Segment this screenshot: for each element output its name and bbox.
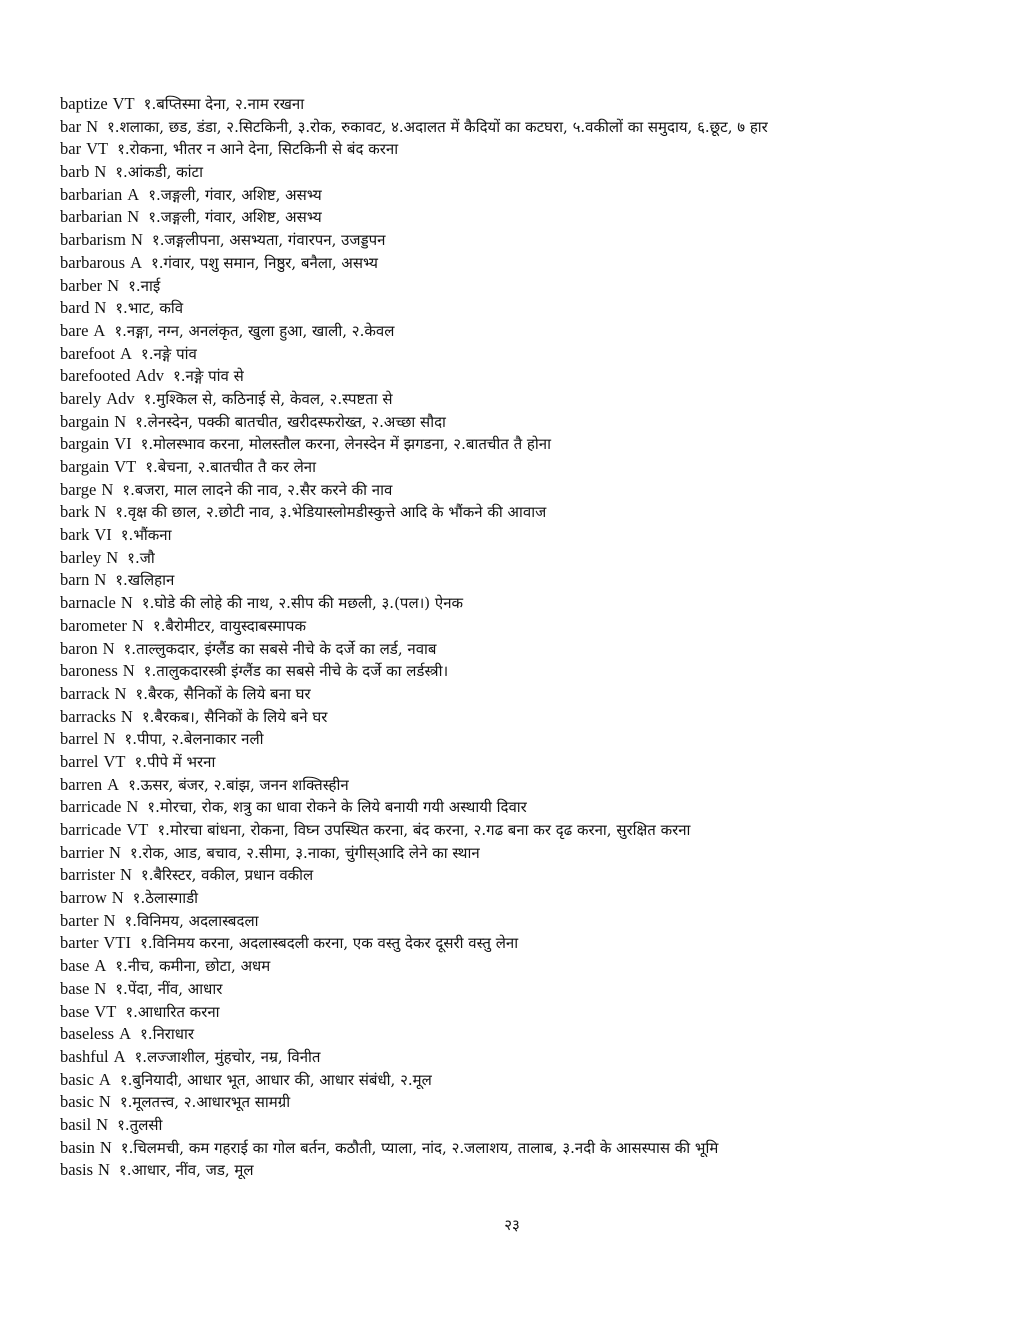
entry-headword: base [60,978,90,998]
entry-part-of-speech: N [96,1114,109,1134]
entry-definition: १.आधारित करना [125,1002,220,1021]
entry-row [60,320,1000,343]
entry-definition: १.जङ्गली, गंवार, अशिष्ट, असभ्य [148,185,322,204]
entry-definition: १.शलाका, छड, डंडा, २.सिटकिनी, ३.रोक, रुकावट, ४.अदालत में कैदियों का कटघरा, ५.वकीलों का समुदाय, ६.छूट, ७ हार [107,117,768,136]
entry-part-of-speech: N [102,638,115,658]
entry-definition: १.नङ्गे पांव से [172,367,244,386]
entry-row [60,1001,1000,1024]
entry-row [60,388,1000,411]
entry-part-of-speech: N [122,661,135,681]
entry-part-of-speech: VT [112,94,135,113]
entry-row [60,660,1000,683]
entry-headword: barricade [60,820,122,839]
entry-headword: barren [60,774,103,794]
entry-definition: १.लज्जाशील, मुंहचोर, नम्र, विनीत [134,1047,321,1066]
entry-definition: १.विनिमय करना, अदलास्बदली करना, एक वस्तु देकर दूसरी वस्तु लेना [139,934,519,953]
entry-part-of-speech: VT [103,751,126,771]
entry-part-of-speech: A [113,1046,126,1066]
entry-part-of-speech: N [107,275,120,295]
entry-row [60,501,1000,524]
entry-row [60,297,1000,320]
entry-row [60,864,1000,887]
entry-headword: barter [60,933,99,953]
entry-part-of-speech: N [94,570,107,590]
entry-part-of-speech: VTI [103,933,131,953]
entry-definition: १.तुलसी [117,1115,163,1134]
entry-headword: baptize [60,94,108,113]
entry-row [60,252,1000,275]
entry-part-of-speech: N [103,729,116,749]
entry-headword: baron [60,638,98,658]
entry-headword: bar [60,116,82,136]
entry-definition: १.लेनस्देन, पक्की बातचीत, खरीदस्फरोख्त, २.अच्छा सौदा [135,412,446,431]
entry-headword: barrack [60,683,110,703]
entry-headword: bark [60,525,90,545]
entry-headword: barrel [60,751,99,771]
entry-headword: basis [60,1160,93,1180]
entry-row [60,615,1000,638]
entry-definition: १.रोकना, भीतर न आने देना, सिटकिनी से बंद करना [117,140,399,159]
entry-part-of-speech: A [130,252,142,272]
entry-definition: १.नीच, कमीना, छोटा, अधम [115,957,271,976]
entry-part-of-speech: N [94,502,107,522]
entry-part-of-speech: VT [126,820,149,839]
entry-row [60,116,1000,139]
entry-definition: १.जङ्गलीपना, असभ्यता, गंवारपन, उजड्डपन [151,231,386,250]
entry-definition: १.बप्तिस्मा देना, २.नाम रखना [143,95,305,113]
entry-row [60,706,1000,729]
entry-part-of-speech: A [107,774,120,794]
entry-part-of-speech: N [103,910,116,930]
entry-row [60,932,1000,955]
entry-definition: १.आधार, नींव, जड, मूल [118,1161,254,1180]
entry-row [60,184,1000,207]
entry-headword: bard [60,298,90,318]
entry-row [60,206,1000,229]
entry-part-of-speech: N [131,615,144,635]
entry-row [60,161,1000,184]
entry-headword: basin [60,1137,95,1157]
entry-headword: bargain [60,457,110,476]
entry-definition: १.निराधार [140,1025,195,1044]
entry-definition: १.आंकडी, कांटा [115,163,203,182]
entry-definition: १.गंवार, पशु समान, निष्ठुर, बनैला, असभ्य [150,253,378,272]
entry-headword: barber [60,275,103,295]
entry-part-of-speech: N [120,706,133,726]
entry-part-of-speech: VT [94,1001,117,1021]
entry-row [60,229,1000,252]
entry-headword: bargain [60,434,110,454]
entry-headword: barometer [60,615,127,635]
entry-part-of-speech: VT [86,139,109,159]
entry-definition: १.मूलतत्त्व, २.आधारभूत सामग्री [119,1093,291,1112]
entry-headword: basic [60,1092,94,1112]
entry-headword: barley [60,547,102,567]
entry-part-of-speech: N [94,162,107,182]
entry-part-of-speech: N [94,298,107,318]
entry-row [60,728,1000,751]
entry-headword: barracks [60,706,116,726]
entry-definition: १.चिलमची, कम गहराई का गोल बर्तन, कठौती, प्याला, नांद, २.जलाशय, तालाब, ३.नदी के आसस्पास की भूमि [120,1138,719,1157]
entry-headword: bargain [60,411,110,431]
entry-part-of-speech: VI [114,434,132,454]
entry-row [60,433,1000,456]
entry-part-of-speech: N [130,230,143,250]
entry-headword: barely [60,388,102,408]
entry-part-of-speech: Adv [106,388,135,408]
entry-part-of-speech: A [119,343,132,363]
entry-definition: १.वृक्ष की छाल, २.छोटी नाव, ३.भेडियास्लोमडीस्कुत्ते आदि के भौंकने की आवाज [115,503,547,522]
entry-part-of-speech: Adv [135,366,164,386]
entry-headword: barter [60,910,99,930]
entry-definition: १.बुनियादी, आधार भूत, आधार की, आधार संबंधी, २.मूल [119,1070,432,1089]
entry-headword: barge [60,479,97,499]
entry-definition: १.रोक, आड, बचाव, २.सीमा, ३.नाका, चुंगीस्आदि लेने का स्थान [129,843,480,862]
entry-part-of-speech: A [119,1024,131,1044]
entry-part-of-speech: A [127,184,140,204]
entry-part-of-speech: VT [114,457,137,476]
entry-definition: १.विनिमय, अदलास्बदला [124,911,259,930]
entry-headword: barrel [60,729,99,749]
entry-row [60,1137,1000,1160]
entry-headword: barnacle [60,593,116,613]
entry-row [60,910,1000,933]
entry-headword: baroness [60,661,118,681]
entry-part-of-speech: N [106,547,119,567]
entry-part-of-speech: A [94,956,107,976]
entry-part-of-speech: N [98,1092,111,1112]
entry-part-of-speech: N [120,593,133,613]
entry-part-of-speech: N [98,1160,110,1180]
entry-headword: barbarian [60,184,123,204]
entry-definition: १.नङ्गा, नग्न, अनलंकृत, खुला हुआ, खाली, २.केवल [114,321,395,340]
entry-definition: १.खलिहान [115,571,175,590]
entry-headword: barrier [60,842,104,862]
entry-definition: १.भाट, कवि [115,299,184,318]
entry-row [60,275,1000,298]
entry-definition: १.बैरोमीटर, वायुस्दाबस्मापक [152,616,306,635]
entry-part-of-speech: N [114,683,127,703]
entry-row [60,456,1000,479]
entry-headword: bare [60,320,89,340]
entry-definition: १.बैरिस्टर, वकील, प्रधान वकील [140,866,314,885]
entry-definition: १.तालुकदारस्त्री इंग्लैंड का सबसे नीचे के दर्जे का लर्डस्त्री। [143,662,449,681]
entry-headword: base [60,956,90,976]
entry-headword: barbarian [60,207,123,227]
entry-definition: १.जङ्गली, गंवार, अशिष्ट, असभ्य [148,208,322,227]
entry-definition: १.ठेलास्गाडी [132,889,199,908]
entry-headword: bashful [60,1046,109,1066]
entry-row [60,751,1000,774]
entry-row [60,547,1000,570]
entry-row [60,1159,1000,1182]
entry-part-of-speech: N [111,888,124,908]
entry-part-of-speech: N [94,978,107,998]
entry-row [60,638,1000,661]
entry-definition: १.ऊसर, बंजर, २.बांझ, जनन शक्तिस्हीन [128,775,349,794]
entry-part-of-speech: N [108,842,121,862]
entry-definition: १.मोरचा बांधना, रोकना, विघ्न उपस्थित करना, बंद करना, २.गढ बना कर दृढ करना, सुरक्षित करना [157,821,691,839]
entry-row [60,978,1000,1001]
entry-headword: bark [60,502,90,522]
entry-list [60,93,1000,1182]
entry-part-of-speech: N [119,865,132,885]
entry-definition: १.बेचना, २.बातचीत तै कर लेना [145,458,317,476]
entry-row [60,683,1000,706]
entry-part-of-speech: N [101,479,114,499]
entry-part-of-speech: N [86,116,98,136]
entry-headword: basil [60,1114,92,1134]
page-number: २३ [504,1216,520,1234]
entry-headword: baseless [60,1024,115,1044]
entry-definition: १.बैरक, सैनिकों के लिये बना घर [135,684,311,703]
entry-row [60,1069,1000,1092]
entry-row [60,955,1000,978]
entry-row [60,569,1000,592]
entry-headword: barricade [60,797,122,817]
entry-row [60,1114,1000,1137]
entry-definition: १.पीपा, २.बेलनाकार नली [124,730,264,749]
entry-definition: १.जौ [127,548,155,567]
entry-part-of-speech: N [127,207,140,227]
entry-headword: barefooted [60,366,131,386]
entry-part-of-speech: N [126,797,139,817]
entry-definition: १.ताल्लुकदार, इंग्लैंड का सबसे नीचे के दर्जे का लर्ड, नवाब [123,639,437,658]
entry-definition: १.पीपे में भरना [134,752,216,771]
entry-part-of-speech: A [98,1069,111,1089]
entry-row [60,524,1000,547]
entry-part-of-speech: VI [94,525,112,545]
entry-headword: barb [60,162,90,182]
entry-row [60,1091,1000,1114]
entry-row [60,887,1000,910]
entry-definition: १.घोडे की लोहे की नाथ, २.सीप की मछली, ३.(पल।) ऐनक [141,594,464,613]
entry-definition: १.बजरा, माल लादने की नाव, २.सैर करने की नाव [122,480,393,499]
entry-row [60,138,1000,161]
entry-definition: १.मोरचा, रोक, शत्रु का धावा रोकने के लिये बनायी गयी अस्थायी दिवार [147,798,527,817]
entry-headword: bar [60,139,82,159]
entry-part-of-speech: N [99,1137,112,1157]
entry-definition: १.भौंकना [120,526,172,545]
entry-headword: barefoot [60,343,115,363]
entry-headword: basic [60,1069,94,1089]
entry-row [60,819,1000,842]
entry-definition: १.मुश्किल से, कठिनाई से, केवल, २.स्पष्टता से [143,389,393,408]
entry-row [60,1046,1000,1069]
entry-definition: १.नङ्गे पांव [140,344,197,363]
entry-row [60,796,1000,819]
entry-part-of-speech: A [93,320,106,340]
entry-definition: १.मोलस्भाव करना, मोलस्तौल करना, लेनस्देन में झगडना, २.बातचीत तै होना [140,435,551,454]
entry-row [60,365,1000,388]
entry-row [60,774,1000,797]
entry-headword: barbarism [60,230,126,250]
entry-headword: barrister [60,865,115,885]
entry-definition: १.नाई [128,276,161,295]
entry-row [60,1023,1000,1046]
entry-headword: barn [60,570,90,590]
entry-headword: barbarous [60,252,126,272]
entry-definition: १.पेंदा, नींव, आधार [115,979,223,998]
entry-row [60,93,1000,116]
entry-headword: barrow [60,888,107,908]
entry-row [60,842,1000,865]
entry-definition: १.बैरकब।, सैनिकों के लिये बने घर [141,707,328,726]
entry-headword: base [60,1001,90,1021]
entry-part-of-speech: N [114,411,127,431]
entry-row [60,343,1000,366]
entry-row [60,411,1000,434]
entry-row [60,479,1000,502]
entry-row [60,592,1000,615]
